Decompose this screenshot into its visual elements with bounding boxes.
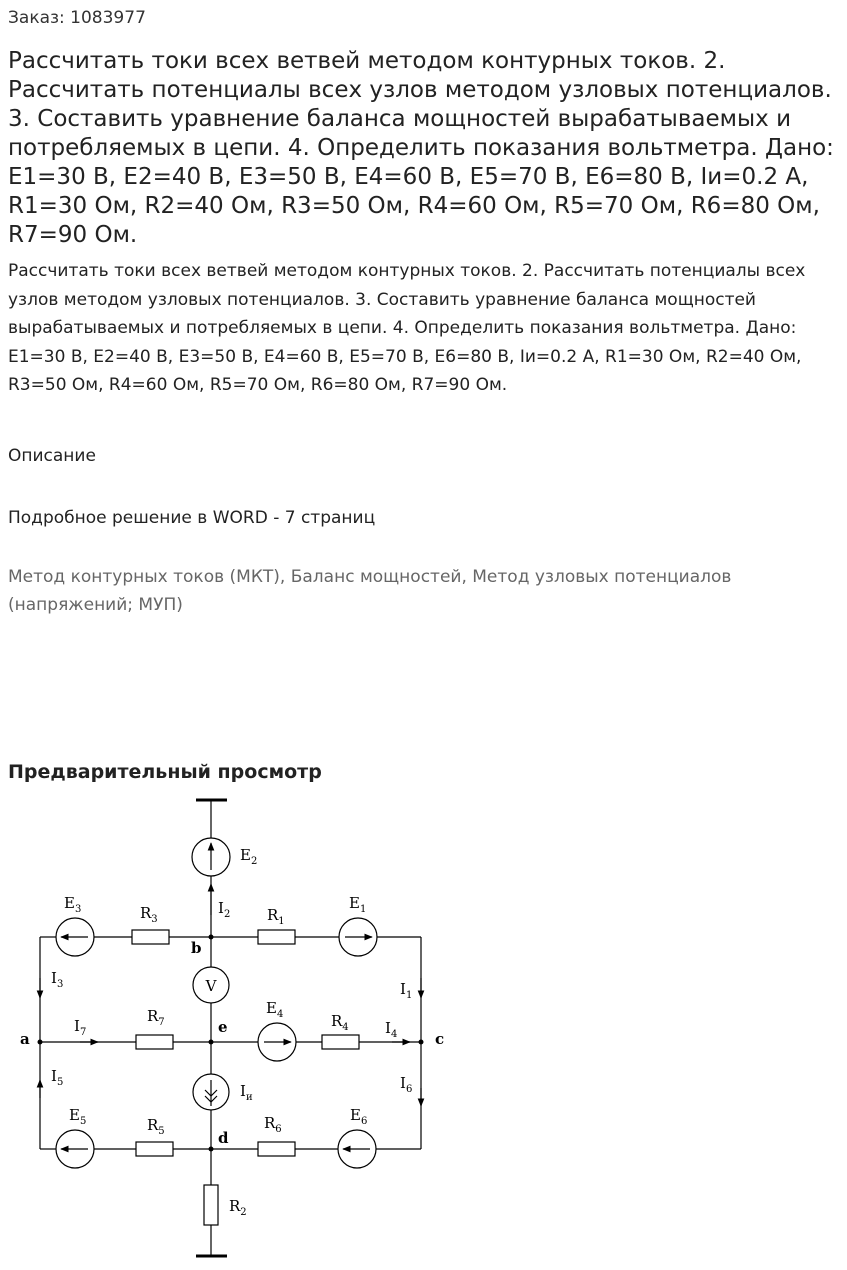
- description-heading: Описание: [8, 446, 96, 466]
- resistor-r5: [136, 1142, 173, 1156]
- node-a: a: [20, 1030, 30, 1048]
- solution-info: Подробное решение в WORD - 7 страниц: [8, 508, 376, 528]
- node-e: e: [218, 1018, 228, 1036]
- label-I3: $I_3$: [51, 969, 64, 990]
- resistor-r6: [258, 1142, 295, 1156]
- resistor-r4: [322, 1035, 359, 1049]
- resistor-r1: [258, 930, 295, 944]
- label-R6: $R_6$: [264, 1114, 282, 1135]
- circuit-wires: [40, 800, 421, 1256]
- label-E2: $E_2$: [240, 846, 258, 867]
- label-R3: $R_3$: [140, 904, 158, 925]
- label-Ii: $I_и$: [240, 1082, 253, 1103]
- label-E6: $E_6$: [350, 1106, 368, 1127]
- label-R5: $R_5$: [147, 1116, 165, 1137]
- label-I4: $I_4$: [385, 1019, 398, 1040]
- label-R2: $R_2$: [229, 1197, 247, 1218]
- node-b: b: [191, 939, 202, 957]
- node-c: c: [435, 1030, 445, 1048]
- order-number: Заказ: 1083977: [8, 8, 146, 28]
- label-E4: $E_4$: [266, 999, 284, 1020]
- voltmeter-label: V: [205, 977, 217, 995]
- label-I7: $I_7$: [74, 1017, 87, 1038]
- label-R4: $R_4$: [331, 1012, 349, 1033]
- resistor-r7: [136, 1035, 173, 1049]
- label-E5: $E_5$: [69, 1106, 87, 1127]
- resistor-r3: [132, 930, 169, 944]
- label-I5: $I_5$: [51, 1067, 64, 1088]
- resistor-r2: [204, 1185, 218, 1225]
- method-tags: Метод контурных токов (МКТ), Баланс мощностей, Метод узловых потенциалов (напряжений; МУП): [8, 567, 732, 615]
- preview-heading: Предварительный просмотр: [8, 761, 322, 783]
- page-title: Рассчитать токи всех ветвей методом контурных токов. 2. Рассчитать потенциалы всех узлов методом узловых потенциалов. 3. Составить уравнение баланса мощностей вырабатываемых и потребляемых в цепи. 4. Определить показания вольтметра. Дано: E1=30 В, E2=40 В, E3=50 В, E4=60 В, E5=70 В, E6=80 В, Iи=0.2 А, R1=30 Ом, R2=40 Ом, R3=50 Ом, R4=60 Ом, R5=70 Ом, R6=80 Ом, R7=90 Ом.: [8, 48, 834, 248]
- label-E3: $E_3$: [64, 894, 82, 915]
- task-description: Рассчитать токи всех ветвей методом контурных токов. 2. Рассчитать потенциалы всех узлов методом узловых потенциалов. 3. Составить уравнение баланса мощностей вырабатываемых и потребляемых в цепи. 4. Определить показания вольтметра. Дано: E1=30 В, E2=40 В, E3=50 В, E4=60 В, E5=70 В, E6=80 В, Iи=0.2 А, R1=30 Ом, R2=40 Ом, R3=50 Ом, R4=60 Ом, R5=70 Ом, R6=80 Ом, R7=90 Ом.: [8, 261, 806, 396]
- node-d: d: [218, 1129, 229, 1147]
- label-I2: $I_2$: [218, 899, 231, 920]
- label-R7: $R_7$: [147, 1007, 165, 1028]
- label-R1: $R_1$: [267, 906, 285, 927]
- circuit-diagram: [0, 790, 847, 1270]
- label-I1: $I_1$: [400, 980, 413, 1001]
- label-E1: $E_1$: [349, 894, 367, 915]
- label-I6: $I_6$: [400, 1074, 413, 1095]
